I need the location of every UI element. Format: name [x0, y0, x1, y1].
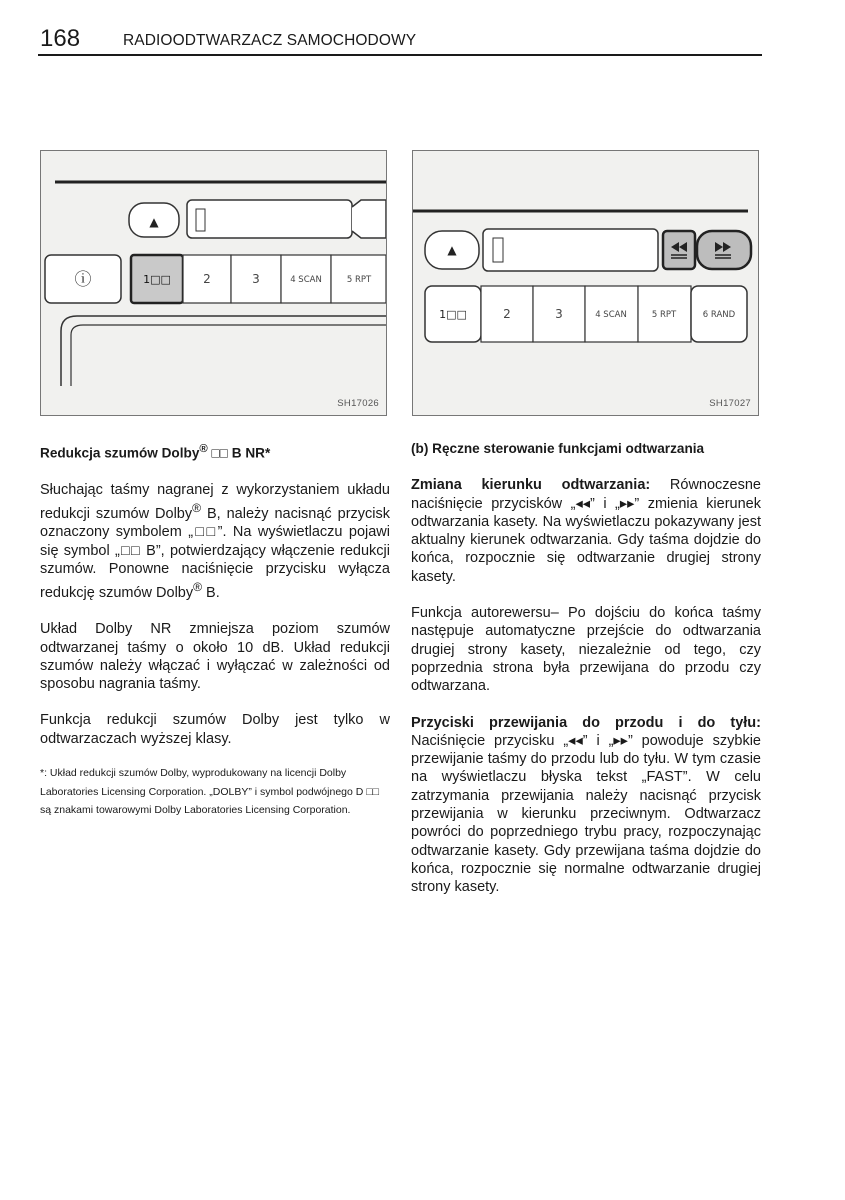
- footnote: *: Układ redukcji szumów Dolby, wyprodukowany na licencji Dolby Laboratories Licensing Corporation. „DOLBY” i symbol podwójnego D □□ są znakami towarowymi Dolby Laboratories Licensing Corporation.: [40, 767, 379, 817]
- radio-panel-illustration-right: [413, 151, 758, 415]
- page-header: [38, 26, 762, 56]
- figure-code: SH17026: [337, 398, 379, 409]
- radio-panel-illustration-left: [41, 151, 386, 415]
- preset-1-dolby-label: 1□□: [439, 308, 467, 321]
- right-column: [411, 440, 761, 915]
- preset-3-label: 3: [555, 307, 563, 321]
- paragraph-rewind-ff: Przyciski przewijania do przodu i do tyłu: Naciśnięcie przycisku „◂◂” i „▸▸” powoduje szybkie przewijanie taśmy do przodu lub do tyłu. W tym czasie na wyświetlaczu błyska tekst „FAST”. W celu zatrzymania przewijania należy nacisnąć przycisk przewijania w kierunku przeciwnym. Odtwarzacz powróci do poprzedniego trybu pracy, rozpoczynając odtwarzanie kasety. Gdy przewijana taśma dojdzie do końca, rozpocznie się normalne odtwarzanie drugiej strony kasety.: [411, 714, 761, 896]
- paragraph-dolby-nr: Układ Dolby NR zmniejsza poziom szumów odtwarzanej taśmy o około 10 dB. Układ redukcji szumów należy włączać i wyłączać w zależności od sposobu nagrania taśmy.: [40, 621, 390, 693]
- preset-6-rand-label: 6 RAND: [702, 310, 736, 320]
- preset-3-label: 3: [252, 272, 260, 286]
- paragraph-autoreverse: Funkcja autorewersu– Po dojściu do końca taśmy następuje automatyczne przejście do odtwarzania drugiej strony kasety, niezależnie od tego, czy poprzednia strona była przewijana do przodu czy odtwarzana.: [411, 605, 761, 695]
- section-heading-manual-control: (b) Ręczne sterowanie funkcjami odtwarzania: [411, 441, 705, 456]
- preset-2-label: 2: [503, 307, 511, 321]
- paragraph-dolby-availability: Funkcja redukcji szumów Dolby jest tylko w odtwarzaczach wyższej klasy.: [40, 712, 390, 747]
- preset-4-scan-label: 4 SCAN: [595, 310, 627, 320]
- chapter-title: RADIOODTWARZACZ SAMOCHODOWY: [123, 32, 417, 49]
- power-icon: ⓘ: [74, 270, 92, 290]
- preset-4-scan-label: 4 SCAN: [290, 275, 322, 285]
- preset-5-rpt-label: 5 RPT: [651, 310, 677, 320]
- section-heading-dolby: Redukcja szumów Dolby® □□ B NR*: [40, 443, 271, 461]
- left-column: [40, 440, 390, 838]
- eject-icon: ▲: [447, 243, 457, 257]
- preset-1-dolby-label: 1□□: [143, 273, 171, 286]
- eject-icon: ▲: [149, 215, 159, 229]
- figure-radio-tape-controls: [412, 150, 759, 416]
- preset-5-rpt-label: 5 RPT: [346, 275, 372, 285]
- figure-code: SH17027: [709, 398, 751, 409]
- page-number: 168: [40, 25, 81, 52]
- paragraph-dolby-usage: Słuchając taśmy nagranej z wykorzystaniem układu redukcji szumów Dolby® B, należy nacisnąć przycisk oznaczony symbolem „□□”. Na wyświetlaczu pojawi się symbol „□□ B”, potwierdzający włączenie redukcji szumów. Ponowne naciśnięcie przycisku wyłącza redukcję szumów Dolby® B.: [40, 481, 390, 601]
- figure-radio-dolby: [40, 150, 387, 416]
- paragraph-direction-change: Zmiana kierunku odtwarzania: Równoczesne naciśnięcie przycisków „◂◂” i „▸▸” zmienia kierunek odtwarzania kasety. Na wyświetlaczu pokazywany jest aktualny kierunek odtwarzania. Gdy taśma dojdzie do końca, rozpocznie się odtwarzanie drugiej strony kasety.: [411, 477, 761, 585]
- preset-2-label: 2: [203, 272, 211, 286]
